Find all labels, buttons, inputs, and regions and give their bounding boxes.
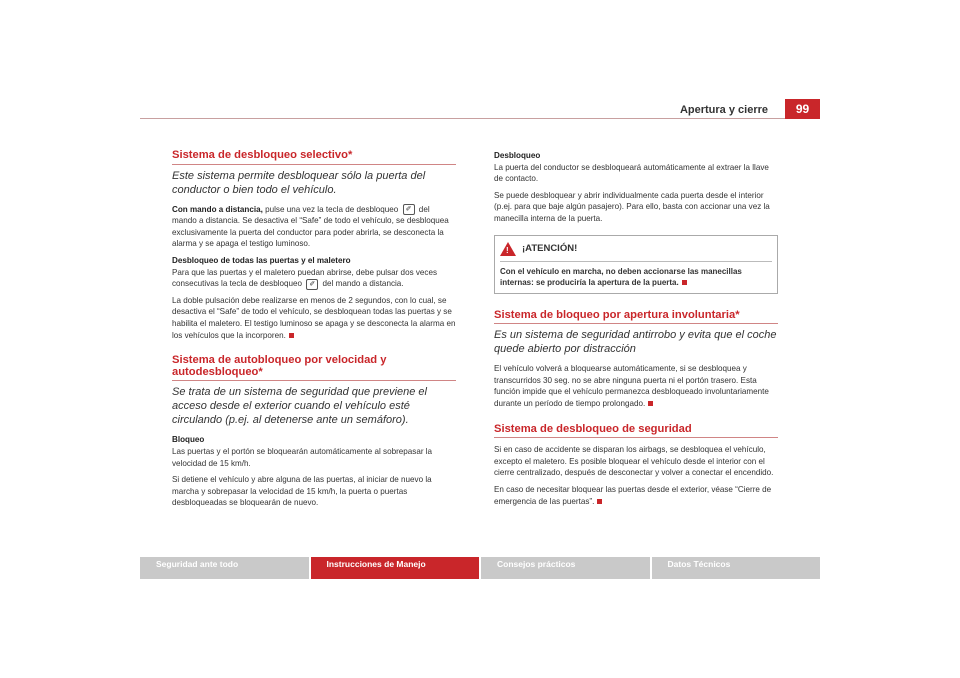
subheading: Bloqueo bbox=[172, 435, 205, 445]
footer-nav bbox=[140, 557, 820, 579]
section-title-selective-unlock: Sistema de desbloqueo selectivo* bbox=[172, 150, 456, 165]
tab-instrucciones[interactable]: Instrucciones de Manejo bbox=[311, 557, 480, 579]
subheading: Desbloqueo de todas las puertas y el maletero bbox=[172, 255, 351, 265]
end-square-icon bbox=[648, 401, 653, 406]
paragraph bbox=[494, 363, 778, 409]
tab-consejos[interactable]: Consejos prácticos bbox=[481, 557, 650, 579]
right-column bbox=[494, 150, 778, 512]
inline-bold: Con mando a distancia, bbox=[172, 204, 263, 214]
header-rule bbox=[140, 118, 820, 119]
paragraph bbox=[494, 150, 778, 185]
section-subtitle: Este sistema permite desbloquear sólo la puerta del conductor o bien todo el vehículo. bbox=[172, 169, 426, 196]
subheading: Desbloqueo bbox=[494, 151, 541, 160]
page-header-title: Apertura y cierre bbox=[679, 104, 768, 116]
text: del mando a distancia. Se desactiva el “Safe” de todo el vehículo, se desbloquea exclusivamente la puerta del conductor para poder abrirla, se desconecta la alarma y se apaga el testigo luminoso. bbox=[172, 204, 449, 249]
unlock-key-icon: ✐ bbox=[306, 279, 318, 290]
unlock-key-icon: ✐ bbox=[403, 204, 415, 215]
warning-heading bbox=[500, 242, 772, 262]
tab-datos[interactable]: Datos Técnicos bbox=[652, 557, 821, 579]
paragraph: Si en caso de accidente se disparan los airbags, se desbloquea el vehículo, excepto el maletero. Es posible bloquear el vehículo desde el interior con el cierre centralizado, después de desconectar y volver a conectar el encendido. bbox=[494, 445, 774, 478]
paragraph bbox=[172, 255, 456, 290]
warning-text bbox=[500, 266, 772, 288]
text: La doble pulsación debe realizarse en menos de 2 segundos, con lo cual, se desactiva el “Safe” de todo el vehículo, se desbloquean todas las puertas y se habilita el maletero. El testigo luminoso se apaga y se desconecta la alarma en los vehículos que la incorporen. bbox=[172, 295, 456, 340]
paragraph bbox=[494, 484, 778, 507]
paragraph: Si detiene el vehículo y abre alguna de las puertas, al iniciar de nuevo la marcha y sobrepasar la velocidad de 15 km/h, la puerta o puertas desbloqueadas se bloquearán de nuevo. bbox=[172, 475, 432, 508]
text: En caso de necesitar bloquear las puertas desde el exterior, véase “Cierre de emergencia de las puertas”. bbox=[494, 484, 772, 506]
warning-box bbox=[494, 235, 778, 294]
paragraph bbox=[172, 434, 456, 469]
text: Para que las puertas y el maletero puedan abrirse, debe pulsar dos veces consecutivas la tecla de desbloqueo bbox=[172, 267, 438, 289]
section-title-safety-unlock: Sistema de desbloqueo de seguridad bbox=[494, 424, 778, 439]
end-square-icon bbox=[682, 280, 687, 285]
page-number: 99 bbox=[785, 99, 820, 119]
tab-seguridad[interactable]: Seguridad ante todo bbox=[140, 557, 309, 579]
section-subtitle: Es un sistema de seguridad antirrobo y evita que el coche quede abierto por distracción bbox=[494, 329, 777, 356]
text: El vehículo volverá a bloquearse automáticamente, si se desbloquea y transcurridos 30 seg. no se abre ninguna puerta ni el portón trasero. Esta función impide que el vehículo permanezca desbloqueado involuntariamente durante un período de tiempo prolongado. bbox=[494, 364, 769, 408]
warning-title: ¡ATENCIÓN! bbox=[522, 242, 578, 254]
end-square-icon bbox=[597, 499, 602, 504]
paragraph: Se puede desbloquear y abrir individualmente cada puerta desde el interior (p.ej. para que baje algún pasajero). Para ello, basta con accionar una vez la manecilla interna de la puerta. bbox=[494, 190, 770, 223]
section-subtitle: Se trata de un sistema de seguridad que previene el acceso desde el exterior cuando el vehículo esté circulando (p.ej. al detenerse ante un semáforo). bbox=[172, 386, 427, 427]
text: del mando a distancia. bbox=[320, 279, 404, 289]
left-column bbox=[172, 150, 456, 514]
text: Con el vehículo en marcha, no deben accionarse las manecillas internas: se produciría la apertura de la puerta. bbox=[500, 266, 742, 287]
section-title-autolock: Sistema de autobloqueo por velocidad y autodesbloqueo* bbox=[172, 355, 456, 381]
paragraph bbox=[172, 204, 456, 250]
end-square-icon bbox=[289, 333, 294, 338]
warning-triangle-icon: ! bbox=[500, 242, 516, 256]
paragraph bbox=[172, 295, 456, 341]
text: Las puertas y el portón se bloquearán automáticamente al sobrepasar la velocidad de 15 km/h. bbox=[172, 446, 433, 468]
section-title-involuntary-lock: Sistema de bloqueo por apertura involuntaria* bbox=[494, 310, 778, 325]
text: La puerta del conductor se desbloqueará automáticamente al extraer la llave de contacto. bbox=[494, 162, 769, 184]
text: pulse una vez la tecla de desbloqueo bbox=[262, 204, 401, 214]
